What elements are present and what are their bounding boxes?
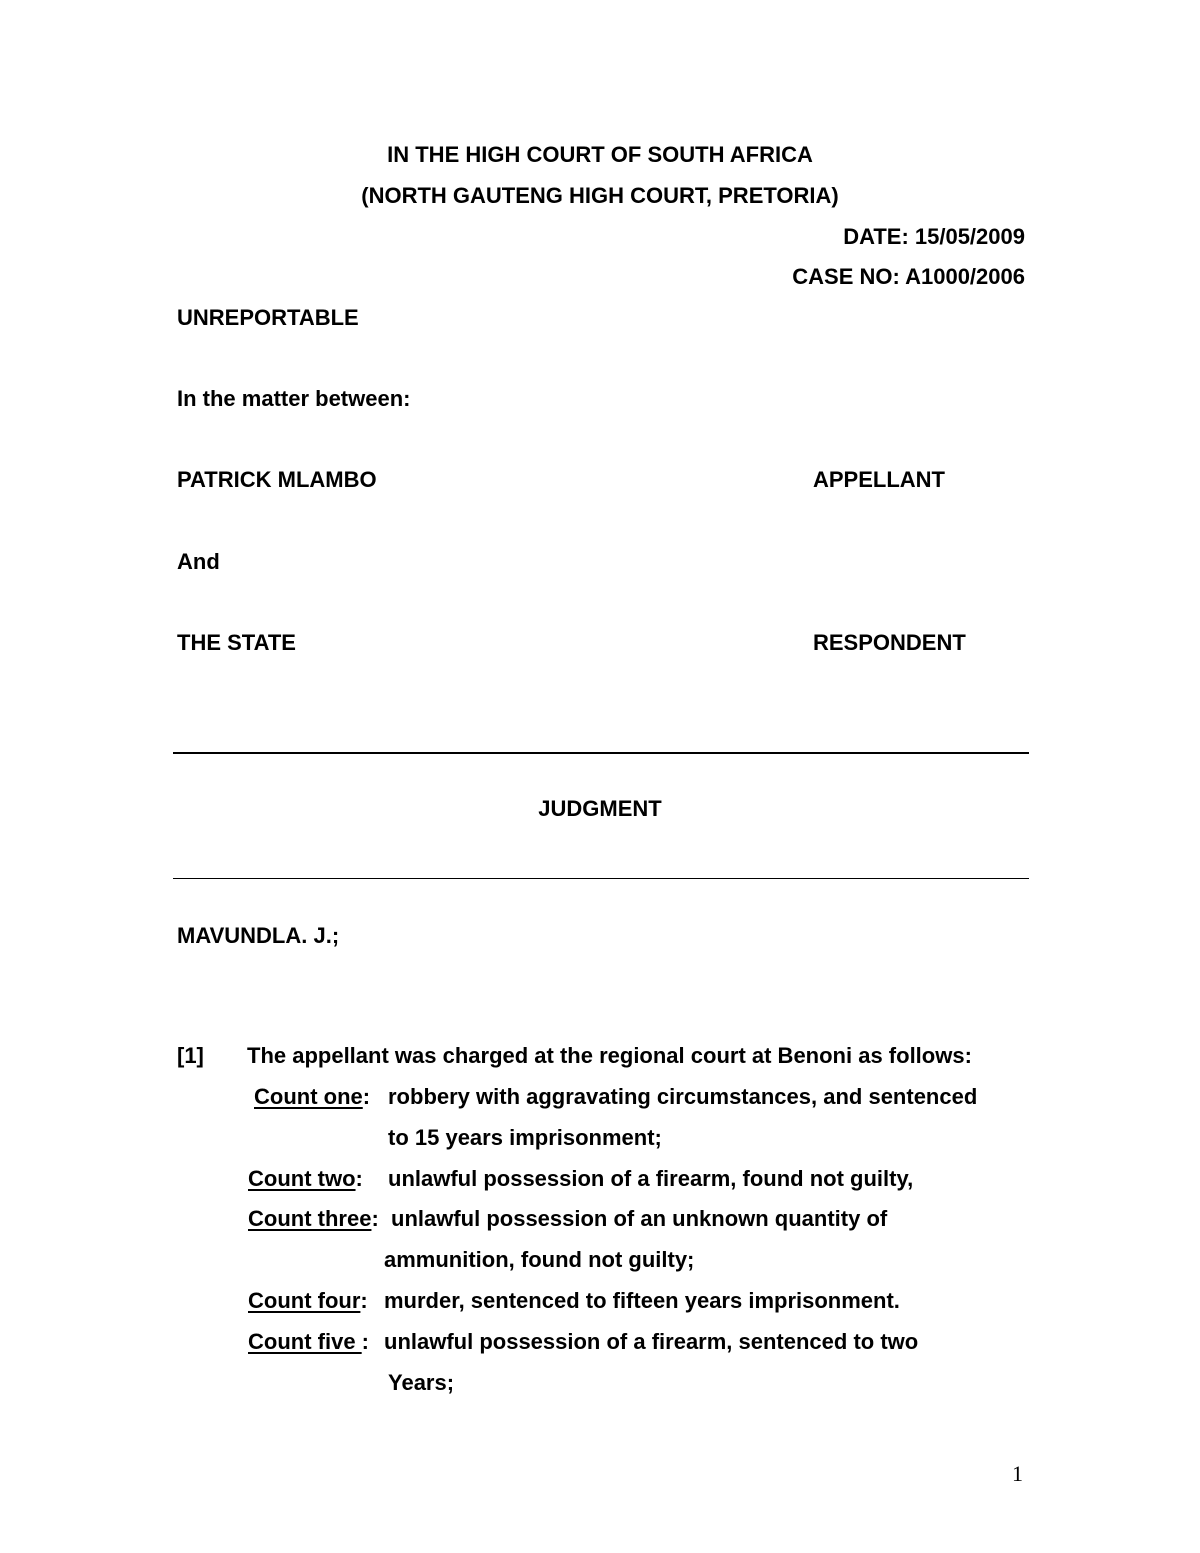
count-five-text-cont: Years; [388,1370,455,1395]
count-one-text-cont: to 15 years imprisonment; [388,1125,662,1150]
count-three-text-cont: ammunition, found not guilty; [384,1247,695,1272]
count-label: Count three [248,1206,372,1231]
reportability-status: UNREPORTABLE [177,305,359,330]
top-divider [173,752,1029,754]
paragraph-intro: The appellant was charged at the regional court at Benoni as follows: [247,1043,972,1068]
paragraph-number: [1] [177,1043,204,1068]
count-separator: : [360,1288,368,1313]
bottom-divider [173,878,1029,879]
count-one-label [254,1084,370,1110]
judgment-title: JUDGMENT [538,796,662,821]
respondent-role: RESPONDENT [813,630,966,655]
count-five-text: unlawful possession of a firearm, sentenced to two [384,1329,919,1354]
count-separator: : [361,1329,369,1354]
count-five-label [248,1329,369,1355]
count-label: Count two [248,1166,356,1191]
count-label: Count five [248,1329,362,1354]
count-four-label [248,1288,368,1314]
count-one-text: robbery with aggravating circumstances, and sentenced [388,1084,978,1109]
parties-conjunction: And [177,549,220,574]
count-separator: : [362,1084,371,1109]
judge-name: MAVUNDLA. J.; [177,923,340,948]
count-two-text: unlawful possession of a firearm, found not guilty, [388,1166,914,1191]
count-label: Count one [254,1084,363,1109]
judgment-date: DATE: 15/05/2009 [843,224,1025,249]
respondent-name: THE STATE [177,630,296,655]
page-number: 1 [1012,1461,1023,1486]
count-label: Count four [248,1288,361,1313]
count-four-text: murder, sentenced to fifteen years imprisonment. [384,1288,900,1313]
count-separator: : [371,1206,379,1231]
count-three-text: unlawful possession of an unknown quantity of [391,1206,888,1231]
appellant-role: APPELLANT [813,467,945,492]
appellant-name: PATRICK MLAMBO [177,467,377,492]
count-three-label [248,1206,379,1232]
court-name-line2: (NORTH GAUTENG HIGH COURT, PRETORIA) [361,183,839,208]
count-two-label [248,1166,363,1192]
count-separator: : [355,1166,363,1191]
court-name-line1: IN THE HIGH COURT OF SOUTH AFRICA [387,142,813,167]
matter-intro: In the matter between: [177,386,411,411]
case-number: CASE NO: A1000/2006 [792,264,1025,289]
